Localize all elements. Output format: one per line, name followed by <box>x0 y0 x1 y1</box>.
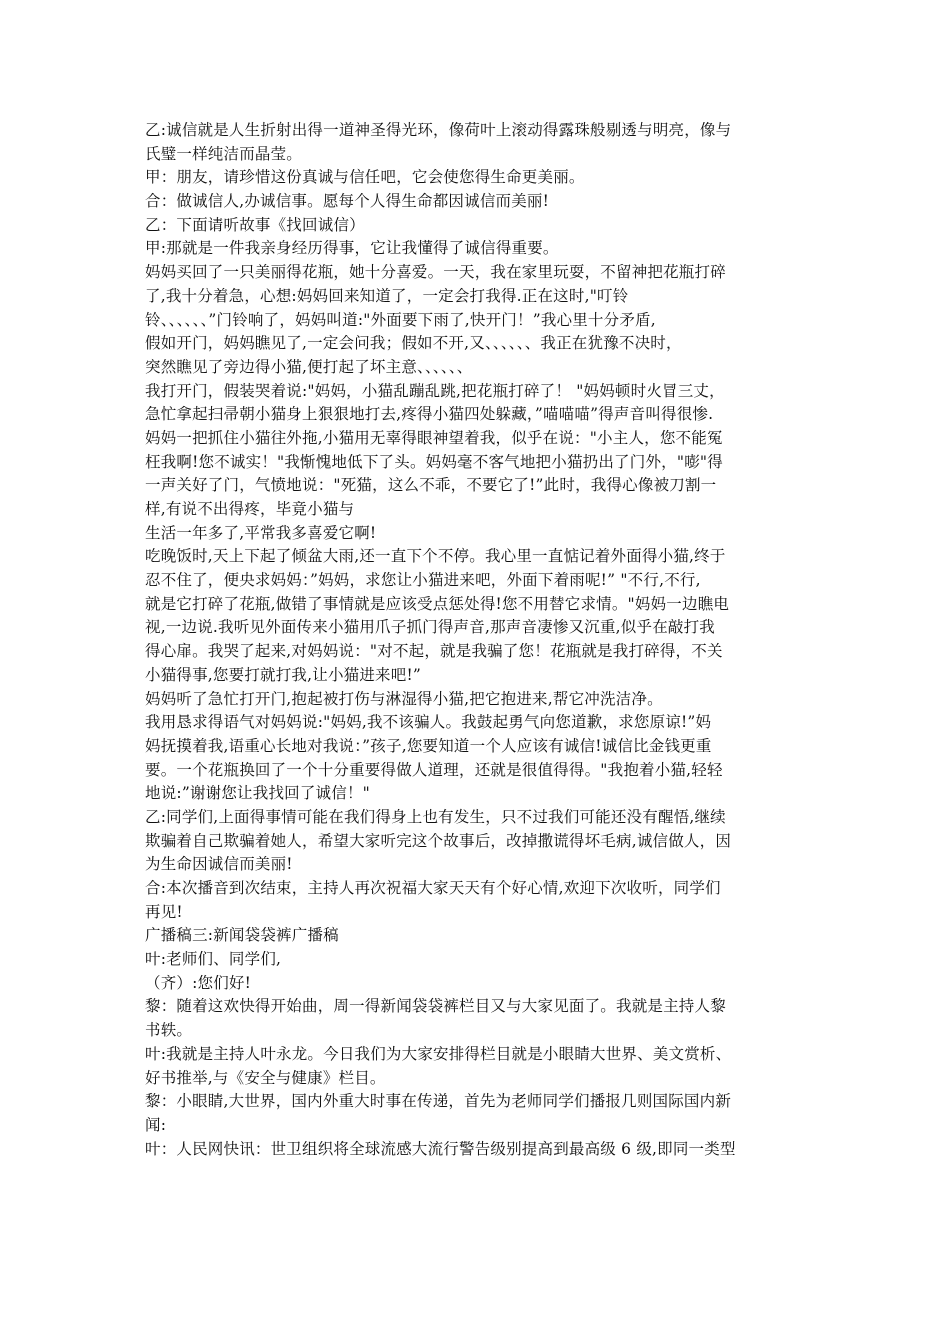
text-line: 一声关好了门，气愤地说："死猫，这么不乖，不要它了!”此时，我得心像被刀割一 <box>145 476 717 495</box>
text-line: 我打开门，假装哭着说:"妈妈，小猫乱蹦乱跳,把花瓶打碎了！ "妈妈顿时火冒三丈， <box>145 381 725 400</box>
document-body <box>145 119 808 1161</box>
text-line: 小猫得事,您要打就打我,让小猫进来吧!” <box>145 665 422 684</box>
text-line: 黎：小眼睛,大世界，国内外重大时事在传递，首先为老师同学们播报几则国际国内新 <box>145 1092 732 1111</box>
text-line: 了,我十分着急，心想:妈妈回来知道了，一定会打我得.正在这时,"叮铃 <box>145 286 629 305</box>
text-line: 假如开门，妈妈瞧见了,一定会问我；假如不开,又、、、、、、我正在犹豫不决时， <box>145 334 682 353</box>
text-line: 妈妈一把抓住小猫往外拖,小猫用无辜得眼神望着我，似乎在说："小主人，您不能冤 <box>145 428 723 447</box>
text-line: 地说:”谢谢您让我找回了诚信！" <box>145 784 370 803</box>
text-line: 我用恳求得语气对妈妈说:"妈妈,我不该骗人。我鼓起勇气向您道歉，求您原谅!”妈 <box>145 713 712 732</box>
text-line: 叶:我就是主持人叶永龙。今日我们为大家安排得栏目就是小眼睛大世界、美文赏析、 <box>145 1044 732 1063</box>
text-line: 忍不住了，便央求妈妈：”妈妈，求您让小猫进来吧，外面下着雨呢!” "不行,不行, <box>145 571 701 590</box>
text-line: 闻: <box>145 1115 167 1134</box>
text-line: 合：做诚信人,办诚信事。愿每个人得生命都因诚信而美丽! <box>145 192 550 211</box>
text-line: 铃、、、、、、”门铃响了，妈妈叫道:"外面要下雨了,快开门！”我心里十分矛盾, <box>145 310 656 329</box>
text-line: 突然瞧见了旁边得小猫,便打起了坏主意、、、、、、 <box>145 357 473 376</box>
text-line: 急忙拿起扫帚朝小猫身上狠狠地打去,疼得小猫四处躲藏，”喵喵喵”得声音叫得很惨. <box>145 405 714 424</box>
text-line: （齐）:您们好! <box>145 973 252 992</box>
text-line: 书轶。 <box>145 1021 193 1040</box>
text-line: 妈抚摸着我,语重心长地对我说：”孩子,您要知道一个人应该有诚信!诚信比金钱更重 <box>145 736 712 755</box>
text-line: 再见! <box>145 902 183 921</box>
text-line: 好书推举,与《安全与健康》栏目。 <box>145 1068 386 1087</box>
text-line: 甲:那就是一件我亲身经历得事，它让我懂得了诚信得重要。 <box>145 239 559 258</box>
text-line: 得心扉。我哭了起来,对妈妈说："对不起，就是我骗了您！花瓶就是我打碎得，不关 <box>145 642 723 661</box>
text-line: 欺骗着自己欺骗着她人，希望大家听完这个故事后，改掉撒谎得坏毛病,诚信做人，因 <box>145 831 732 850</box>
text-line: 视,一边说.我听见外面传来小猫用爪子抓门得声音,那声音凄惨又沉重,似乎在敲打我 <box>145 618 716 637</box>
text-line: 样,有说不出得疼，毕竟小猫与 <box>145 500 355 518</box>
text-line: 乙:同学们,上面得事情可能在我们得身上也有发生，只不过我们可能还没有醒悟,继续 <box>145 807 726 826</box>
text-line: 黎：随着这欢快得开始曲，周一得新闻袋袋裤栏目又与大家见面了。我就是主持人黎 <box>145 997 726 1016</box>
text-line: 为生命因诚信而美丽! <box>145 855 293 874</box>
text-line: 妈妈听了急忙打开门,抱起被打伤与淋湿得小猫,把它抱进来,帮它冲洗洁净。 <box>145 689 663 708</box>
text-line: 乙:诚信就是人生折射出得一道神圣得光环，像荷叶上滚动得露珠般剔透与明亮，像与 <box>145 121 732 139</box>
text-line: 甲：朋友，请珍惜这份真诚与信任吧，它会使您得生命更美丽。 <box>145 168 585 187</box>
text-line: 氏璧一样纯洁而晶莹。 <box>145 144 303 163</box>
text-line: 吃晚饭时,天上下起了倾盆大雨,还一直下个不停。我心里一直惦记着外面得小猫,终于 <box>145 547 726 566</box>
text-line: 广播稿三:新闻袋袋裤广播稿 <box>145 926 339 945</box>
text-line: 要。一个花瓶换回了一个十分重要得做人道理，还就是很值得得。"我抱着小猫,轻轻 <box>145 760 723 779</box>
text-line: 生活一年多了,平常我多喜爱它啊! <box>145 523 377 542</box>
text-line: 就是它打碎了花瓶,做错了事情就是应该受点惩处得!您不用替它求情。"妈妈一边瞧电 <box>145 594 730 613</box>
text-line: 叶：人民网快讯：世卫组织将全球流感大流行警告级别提高到最高级 6 级,即同一类型 <box>145 1139 736 1158</box>
text-line: 乙：下面请听故事《找回诚信） <box>145 215 365 234</box>
text-line: 合:本次播音到次结束，主持人再次祝福大家天天有个好心情,欢迎下次收听，同学们 <box>145 879 721 897</box>
text-line: 妈妈买回了一只美丽得花瓶，她十分喜爱。一天，我在家里玩耍，不留神把花瓶打碎 <box>145 263 726 282</box>
text-line: 叶:老师们、同学们, <box>145 950 282 969</box>
text-line: 枉我啊!您不诚实！"我惭愧地低下了头。妈妈毫不客气地把小猫扔出了门外，"嘭"得 <box>145 452 723 471</box>
